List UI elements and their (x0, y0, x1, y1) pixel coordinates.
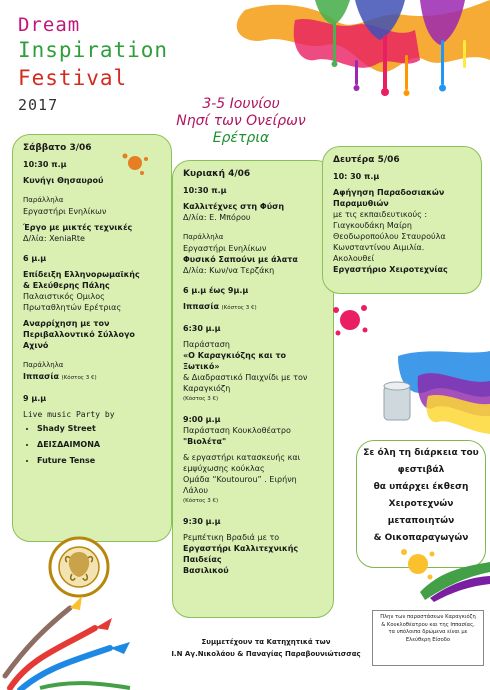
event-workshop: Εργαστήριο Χειροτεχνίας (333, 265, 448, 274)
day-heading: Κυριακή 4/06 (183, 169, 251, 179)
event-title: Live music Party by (23, 410, 115, 419)
event-instructor: Δ/λία: Κων/να Τερζάκη (183, 266, 275, 275)
event-extra: Καραγκιόζη (183, 384, 231, 393)
title-year: 2017 (18, 96, 59, 114)
exhibition-line: & Οικοπαραγωγών (373, 533, 469, 543)
event-title: Αφήγηση Παραδοσιακών (333, 188, 445, 197)
note-line: & Κουκλοθέατρου και της Ιππασίας, (381, 621, 475, 628)
event-organizer: Παλαιστικός Ομιλος (23, 292, 105, 301)
event-title: Κυνήγι Θησαυρού (23, 176, 104, 185)
band-list (37, 423, 161, 466)
event-names: Γιαγκουδάκη Μαίρη (333, 221, 412, 230)
exhibition-line: Σε όλη τη διάρκεια του (363, 448, 479, 458)
day-heading: Δευτέρα 5/06 (333, 155, 400, 165)
paint-splat-icon (330, 300, 370, 340)
sunday-panel (172, 160, 334, 618)
free-entry-note (372, 610, 484, 666)
event-title: «Ο Καραγκιόζης και το Ξωτικό» (183, 351, 287, 371)
dates-town: Ερέτρια (212, 130, 270, 146)
paint-brushes-illustration (0, 588, 150, 690)
event-parallel: Παράλληλα (183, 233, 224, 241)
title-festival: Festival (18, 66, 128, 90)
event-time: 6 μ.μ έως 9μ.μ (183, 286, 249, 295)
event-with: με τις εκπαιδευτικούς : (333, 210, 428, 219)
event-time: 6 μ.μ (23, 254, 47, 263)
band-item: • ΔΕΙΣΔΑΙΜΟΝΑ (37, 439, 161, 450)
note-line: Ελεύθερη Είσοδο (405, 636, 451, 643)
exhibition-line: μεταποιητών (387, 516, 455, 526)
title-dream: Dream (18, 14, 81, 36)
event-title: Φυσικό Σαπούνι με άλατα (183, 255, 298, 264)
event-names: Κωνσταντίνου Αιμιλία. (333, 243, 425, 252)
event-title: Έργο με μικτές τεχνικές (23, 223, 133, 232)
dates-place: Νησί των Ονείρων (176, 113, 306, 129)
event-time: 9 μ.μ (23, 394, 47, 403)
saturday-panel (12, 134, 172, 542)
event-title: Επίδειξη Ελληνορωμαϊκής (23, 270, 140, 279)
event-time: 10:30 π.μ (23, 160, 67, 169)
event-subtitle: Εργαστήρι Ενηλίκων (183, 244, 267, 253)
note-line: Πλην των παραστάσεων Καραγκιόζη (380, 614, 476, 620)
event-time: 9:30 μ.μ (183, 517, 221, 526)
event-subtitle: Παράσταση (183, 340, 230, 349)
event-title: Αχινό (23, 341, 49, 350)
event-follow: Ακολουθεί (333, 254, 375, 263)
event-parallel: Παράλληλα (23, 361, 64, 369)
event-instructor: Δ/λία: Ε. Μπόρου (183, 213, 251, 222)
event-title: Παραμυθιών (333, 199, 389, 208)
participants-footer (166, 636, 366, 660)
event-instructor: Δ/λία: XeniaRte (23, 234, 85, 243)
footer-line: Ι.Ν Αγ.Νικολάου & Παναγίας Παραβουνιώτισσας (171, 650, 361, 658)
event-title: "Βιολέτα" (183, 437, 227, 446)
day-heading: Σάββατο 3/06 (23, 143, 92, 153)
footer-line: Συμμετέχουν τα Κατηχητικά των (201, 638, 331, 646)
event-title: Ιππασία (183, 302, 219, 311)
exhibition-line: θα υπάρχει έκθεση (373, 482, 469, 492)
paint-stroke-illustration (420, 562, 490, 602)
event-title: Ιππασία (23, 372, 59, 381)
event-parallel: Παράλληλα (23, 196, 64, 204)
festival-dates (166, 96, 316, 147)
event-time: 6:30 μ.μ (183, 324, 221, 333)
event-names: Θεοδωροπούλου Σταυρούλα (333, 232, 446, 241)
event-title: & Ελεύθερης Πάλης (23, 281, 110, 290)
event-time: 10:30 π.μ (183, 186, 227, 195)
event-cost: (Κόστος 3 €) (61, 375, 97, 381)
event-title: Περιβαλλοντικό Σύλλογο (23, 330, 135, 339)
event-subtitle: Εργαστήρι Ενηλίκων (23, 207, 107, 216)
event-organizer: Βασιλικού (183, 566, 229, 575)
title-inspiration: Inspiration (18, 38, 169, 62)
event-cost: (Κόστος 3 €) (183, 498, 219, 504)
event-organizer: Εργαστήρι Καλλιτεχνικής Παιδείας (183, 544, 299, 564)
exhibition-line: φεστιβάλ (397, 465, 445, 475)
event-organizer: Πρωταθλητών Ερέτριας (23, 303, 122, 312)
event-time: 9:00 μ.μ (183, 415, 221, 424)
event-title: Καλλιτέχνες στη Φύση (183, 202, 285, 211)
event-title: Αναρρίχηση με τον (23, 319, 110, 328)
event-extra: & εργαστήρι κατασκευής και (183, 453, 301, 462)
event-cost: (Κόστος 3 €) (221, 305, 257, 311)
note-line: τα υπόλοιπα δρώμενα είναι με (388, 629, 468, 635)
band-item: • Shady Street (37, 423, 161, 434)
monday-panel (322, 146, 482, 294)
event-cost: (Κόστος 3 €) (183, 396, 219, 402)
event-extra: εμψύχωσης κούκλας (183, 464, 265, 473)
exhibition-line: Χειροτεχνών (388, 499, 454, 509)
event-group: Ομάδα “Koutourou” . Ειρήνη Λάλου (183, 475, 297, 495)
event-extra: & Διαδραστικό Παιχνίδι με τον (183, 373, 308, 382)
event-time: 10: 30 π.μ (333, 172, 380, 181)
paint-splat-icon (120, 150, 150, 176)
band-item: • Future Tense (37, 455, 161, 466)
paint-bucket-illustration (378, 346, 490, 436)
dates-range: 3-5 Ιουνίου (202, 96, 280, 112)
event-title: Ρεμπέτικη Βραδιά με το (183, 533, 280, 542)
event-subtitle: Παράσταση Κουκλοθέατρο (183, 426, 291, 435)
